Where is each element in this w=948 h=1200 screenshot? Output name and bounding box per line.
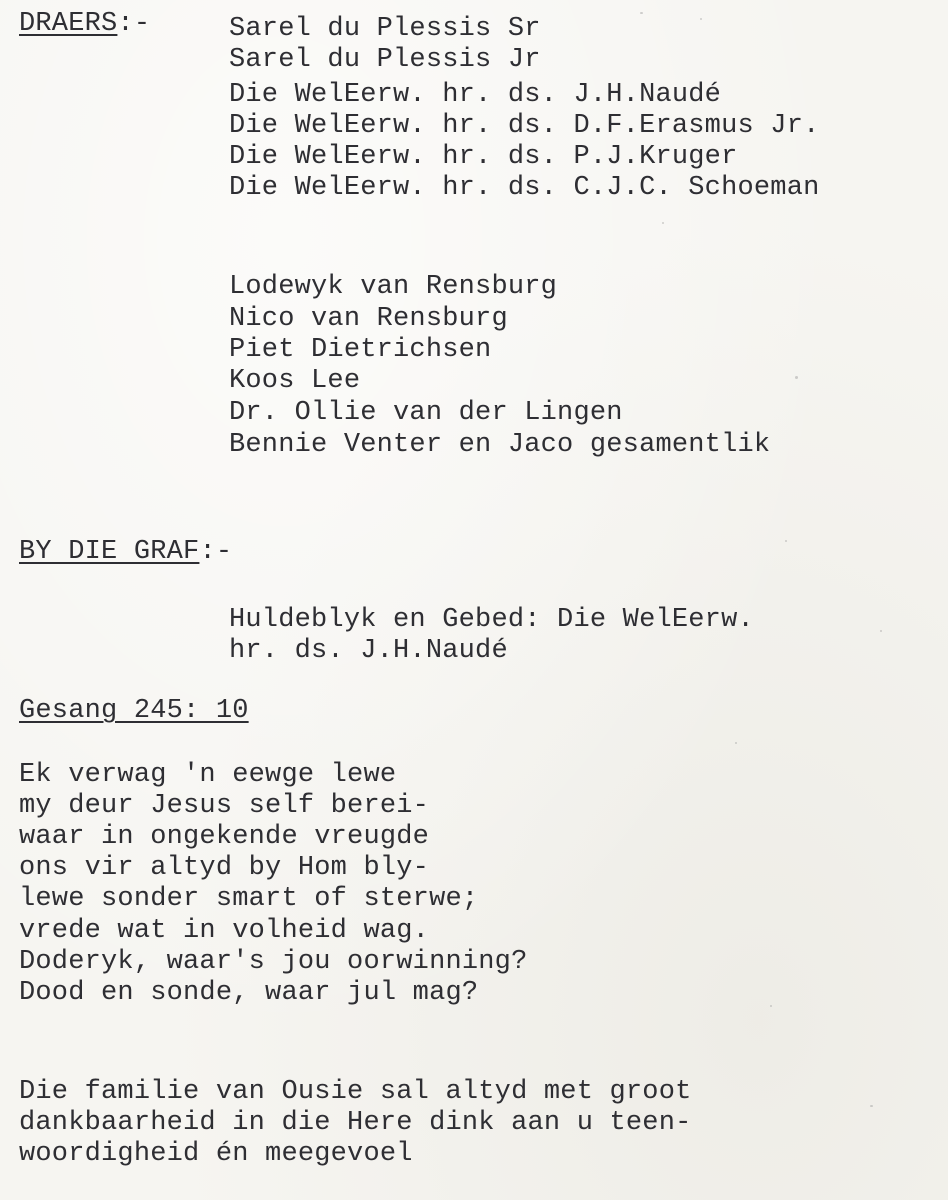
- hymn-line: ons vir altyd by Hom bly-: [19, 853, 430, 883]
- graf-label: BY DIE GRAF: [19, 537, 200, 567]
- paper-speck: [700, 18, 702, 20]
- pallbearer-line: Sarel du Plessis Jr: [229, 45, 541, 75]
- closing-line: woordigheid én meegevoel: [19, 1139, 413, 1169]
- pallbearer-line: Die WelEerw. hr. ds. P.J.Kruger: [229, 142, 738, 172]
- paper-speck: [640, 12, 643, 14]
- graf-line: hr. ds. J.H.Naudé: [229, 636, 508, 666]
- paper-speck: [795, 376, 798, 379]
- pallbearer-line: Bennie Venter en Jaco gesamentlik: [229, 430, 771, 460]
- hymn-line: my deur Jesus self berei-: [19, 791, 430, 821]
- graf-line: Huldeblyk en Gebed: Die WelEerw.: [229, 605, 754, 635]
- hymn-line: waar in ongekende vreugde: [19, 822, 430, 852]
- pallbearer-line: Die WelEerw. hr. ds. J.H.Naudé: [229, 80, 722, 110]
- draers-heading: [19, 9, 150, 40]
- draers-suffix: :-: [117, 9, 151, 39]
- graf-suffix: :-: [199, 537, 233, 567]
- hymn-title: Gesang 245: 10: [19, 696, 249, 726]
- hymn-line: Doderyk, waar's jou oorwinning?: [19, 947, 528, 977]
- hymn-line: Dood en sonde, waar jul mag?: [19, 978, 479, 1008]
- pallbearer-line: Die WelEerw. hr. ds. D.F.Erasmus Jr.: [229, 111, 820, 141]
- paper-speck: [662, 222, 664, 224]
- paper-speck: [870, 1105, 873, 1107]
- hymn-line: Ek verwag 'n eewge lewe: [19, 760, 397, 790]
- pallbearer-line: Piet Dietrichsen: [229, 335, 492, 365]
- hymn-line: lewe sonder smart of sterwe;: [19, 884, 479, 914]
- paper-speck: [770, 1005, 772, 1007]
- pallbearer-line: Dr. Ollie van der Lingen: [229, 398, 623, 428]
- pallbearer-line: Lodewyk van Rensburg: [229, 272, 558, 302]
- closing-line: dankbaarheid in die Here dink aan u teen-: [19, 1108, 692, 1138]
- pallbearer-line: Die WelEerw. hr. ds. C.J.C. Schoeman: [229, 173, 820, 203]
- paper-speck: [880, 630, 882, 632]
- pallbearer-line: Nico van Rensburg: [229, 304, 508, 334]
- hymn-line: vrede wat in volheid wag.: [19, 916, 430, 946]
- graf-heading: [19, 537, 232, 568]
- draers-label: DRAERS: [19, 9, 118, 39]
- paper-speck: [785, 540, 787, 542]
- pallbearer-line: Koos Lee: [229, 366, 361, 396]
- pallbearer-line: Sarel du Plessis Sr: [229, 14, 541, 44]
- closing-line: Die familie van Ousie sal altyd met groot: [19, 1077, 692, 1107]
- paper-speck: [735, 742, 737, 744]
